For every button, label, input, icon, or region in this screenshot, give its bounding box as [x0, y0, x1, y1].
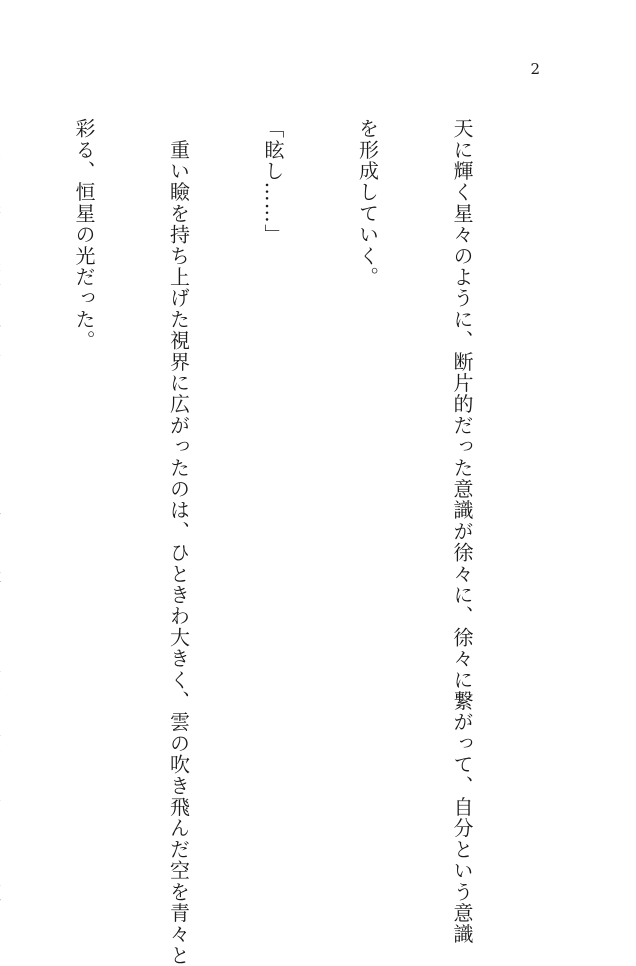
text-line: 彩る、恒星の光だった。 — [72, 118, 96, 352]
text-line: を形成していく。 — [355, 118, 380, 288]
text-line: 「眩し……」 — [261, 118, 285, 246]
text-line: 重い瞼を持ち上げた視界に広がったのは、ひときわ大きく、雲の吹き飛んだ空を青々と — [166, 118, 191, 966]
text-line — [0, 118, 5, 838]
text-line: 天に輝く星々のように、断片的だった意識が徐々に、徐々に繋がって、自分という意識 — [450, 118, 474, 945]
vertical-text-body — [0, 118, 540, 966]
page-number: 2 — [530, 60, 540, 78]
